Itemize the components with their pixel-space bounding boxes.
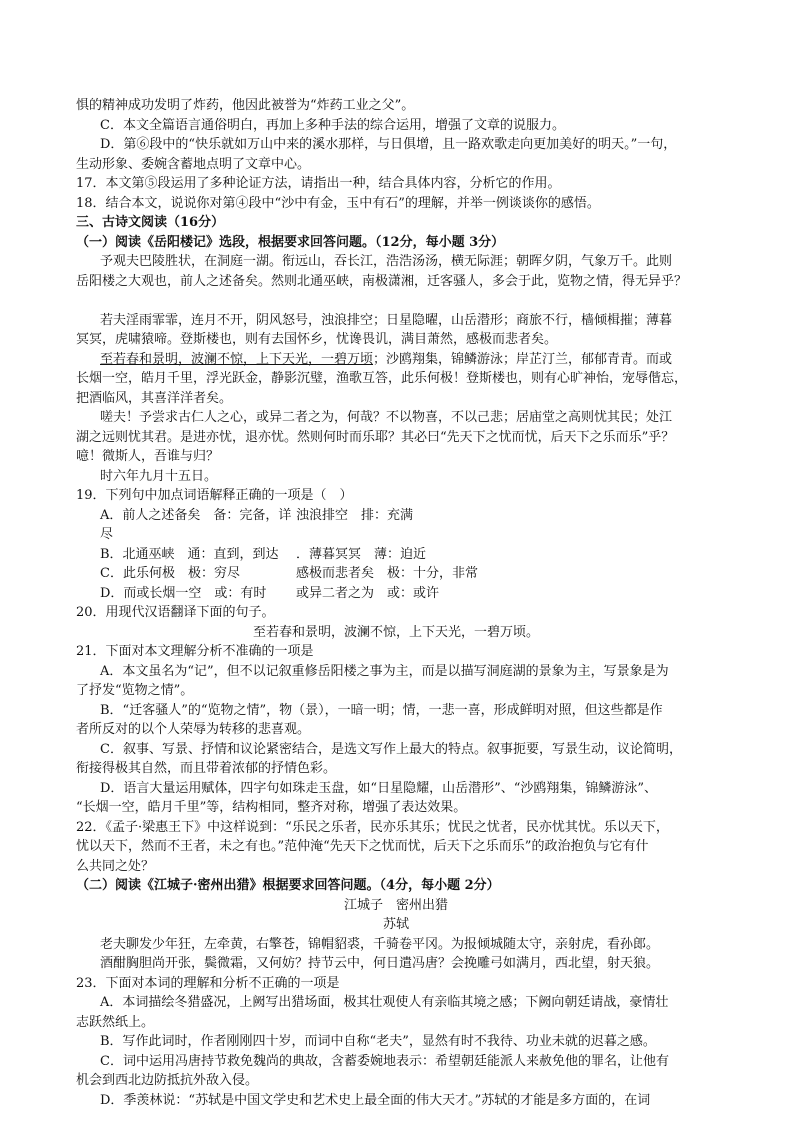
- question-21: 21．下面对本文理解分析不准确的一项是: [76, 644, 314, 659]
- poem-title: 江城子 密州出猎: [343, 897, 448, 913]
- q19-a-right: [436, 506, 716, 545]
- q21-option-a: A．本文虽名为“记”，但不以记叙重修岳阳楼之事为主，而是以描写洞庭湖的景象为主，写景象是为: [100, 663, 669, 679]
- q19-b-left: B．北通巫峡 通：直到，到达: [100, 546, 279, 562]
- passage-p3: [76, 350, 716, 370]
- question-22: 22．《孟子·梁惠王下》中这样说到：“乐民之乐者，民亦乐其乐；忧民之忧者，民亦忧其忧。乐以天下，: [76, 819, 669, 835]
- q21-option-c-cont: 衔接得极其自然，而且带着浓郁的抒情色彩。: [76, 761, 337, 776]
- essay-continuation: 惧的精神成功发明了炸药，他因此被誉为“炸药工业之父”。: [76, 98, 415, 113]
- q23-option-a: A．本词描绘冬猎盛况，上阙写出猎场面，极其壮观使人有亲临其境之感；下阙向朝廷请战，豪情壮: [100, 995, 669, 1010]
- poem-author: 苏轼: [382, 917, 409, 932]
- passage-p1: 予观夫巴陵胜状，在洞庭一湖。衔远山，吞长江，浩浩汤汤，横无际涯；朝晖夕阴，气象万千。此则: [100, 254, 673, 269]
- q19-c-left: C．此乐何极 极：穷尽: [100, 566, 240, 581]
- question-18: 18．结合本文，说说你对第④段中“沙中有金，玉中有石”的理解，并举一例谈谈你的感悟。: [76, 195, 600, 211]
- passage-date: 时六年九月十五日。: [100, 468, 218, 484]
- passage-p3-cont: 长烟一空，皓月千里，浮光跃金，静影沉璧，渔歌互答，此乐何极！登斯楼也，则有心旷神怡，宠辱偕忘，: [76, 371, 688, 386]
- q21-option-d-cont: “长烟一空，皓月千里”等，结构相同，整齐对称，增强了表达效果。: [76, 800, 467, 815]
- q19-option-a: [76, 506, 716, 545]
- poem-stanza-2: 酒酣胸胆尚开张，鬓微霜，又何妨？持节云中，何日遣冯唐？会挽雕弓如满月，西北望，射天狼。: [100, 956, 660, 971]
- passage-p3-end: 把酒临风，其喜洋洋者矣。: [76, 390, 233, 406]
- q19-d-left: D．而或长烟一空 或：有时: [100, 585, 267, 601]
- q19-b-mid: ．薄暮冥冥 薄：迫近: [296, 546, 427, 562]
- q19-d-right: 或异二者之为 或：或许: [296, 585, 440, 601]
- q16-option-d-cont: 生动形象、委婉含蓄地点明了文章中心。: [76, 156, 311, 172]
- passage-p2: 若夫淫雨霏霏，连月不开，阴风怒号，浊浪排空；日星隐曜，山岳潜形；商旅不行，樯倾楫摧；薄暮: [100, 312, 673, 328]
- q21-option-d: D．语言大量运用赋体，四字句如珠走玉盘，如“日星隐耀，山岳潜形”、“沙鸥翔集，锦鳞游泳”、: [100, 780, 658, 796]
- q16-option-d: D．第⑥段中的“快乐就如万山中来的溪水那样，与日俱增，且一路欢歌走向更加美好的明天。”一句，: [100, 137, 677, 152]
- q23-option-d: D．季羡林说：“苏轼是中国文学史和艺术史上最全面的伟大天才。”苏轼的才能是多方面的，在词: [100, 1092, 651, 1108]
- q19-option-b: [76, 545, 716, 565]
- part-one-heading: （一）阅读《岳阳楼记》选段，根据要求回答问题。（12分，每小题 3分）: [76, 234, 505, 250]
- q20-sentence: 至若春和景明，波澜不惊，上下天光，一碧万顷。: [252, 624, 539, 640]
- passage-p4-cont: 湖之远则忧其君。是进亦忧，退亦忧。然则何时而乐耶？其必曰“先天下之忧而忧，后天下之乐而乐”乎？: [76, 429, 675, 445]
- q19-option-c: [76, 564, 716, 584]
- question-17: 17．本文第⑤段运用了多种论证方法，请指出一种，结合具体内容，分析它的作用。: [76, 176, 561, 191]
- passage-p2-cont: 冥冥，虎啸猿啼。登斯楼也，则有去国怀乡，忧谗畏讥，满目萧然，感极而悲者矣。: [76, 332, 558, 347]
- passage-p4: 嗟夫！予尝求古仁人之心，或异二者之为，何哉？不以物喜，不以己悲；居庙堂之高则忧其民；处江: [100, 410, 673, 425]
- q19-a-mid: 浊浪排空 排：充满: [296, 507, 414, 523]
- poem-stanza-1: 老夫聊发少年狂，左牵黄，右擎苍，锦帽貂裘，千骑卷平冈。为报倾城随太守，亲射虎，看孙郎。: [100, 936, 660, 952]
- q16-option-c: C．本文全篇语言通俗明白，再加上多种手法的综合运用，增强了文章的说服力。: [100, 117, 565, 133]
- q23-option-b: B．写作此词时，作者刚刚四十岁，而词中自称“老夫”，显然有时不我待、功业未就的迟暮之感。: [100, 1034, 656, 1049]
- q21-option-b: B．“迁客骚人”的“览物之情”，物（景），一暗一明；情，一悲一喜，形成鲜明对照，但这些都是作: [100, 702, 663, 718]
- passage-p1-cont: 岳阳楼之大观也，前人之述备矣。然则北通巫峡，南极潇湘，迁客骚人，多会于此，览物之情，得无异乎？: [76, 273, 688, 289]
- q21-option-b-cont: 者所反对的以个人荣辱为转移的悲喜观。: [76, 722, 311, 737]
- q23-option-c-cont: 机会到西北边防抵抗外敌入侵。: [76, 1073, 259, 1088]
- blank-line: [76, 291, 716, 311]
- question-19: 19．下列句中加点词语解释正确的一项是（ ）: [76, 488, 353, 503]
- passage-p3-rest: ；沙鸥翔集，锦鳞游泳；岸芷汀兰，郁郁青青。而或: [373, 351, 673, 367]
- q19-a-left: A．前人之述备矣 备：完备，详尽: [100, 507, 292, 542]
- question-22-end: 么共同之处？: [76, 858, 155, 874]
- passage-p4-end: 噫！微斯人，吾谁与归？: [76, 449, 220, 464]
- exam-page: [76, 96, 716, 1110]
- question-20: 20．用现代汉语翻译下面的句子。: [76, 605, 275, 620]
- question-22-cont: 忧以天下，然而不王者，未之有也。”范仲淹“先天下之忧而忧，后天下之乐而乐”的政治抱负与它有什: [76, 839, 649, 854]
- section-heading: 三、古诗文阅读（16分）: [76, 215, 225, 230]
- q19-option-d: [76, 584, 716, 604]
- underlined-sentence: 至若春和景明，波澜不惊，上下天光，一碧万顷: [100, 351, 374, 367]
- q19-c-right: 感极而悲者矣 极：十分，非常: [296, 566, 479, 581]
- question-23: 23．下面对本词的理解和分析不正确的一项是: [76, 975, 340, 991]
- q23-option-c: C．词中运用冯唐持节救免魏尚的典故，含蓄委婉地表示：希望朝廷能派人来赦免他的罪名，让他有: [100, 1053, 669, 1069]
- q21-option-a-cont: 了抒发“览物之情”。: [76, 683, 194, 698]
- q21-option-c: C．叙事、写景、抒情和议论紧密结合，是选文写作上最大的特点。叙事扼要，写景生动，议论简明，: [100, 741, 682, 757]
- q19-b-right: [436, 545, 716, 565]
- part-two-heading: （二）阅读《江城子·密州出猎》根据要求回答问题。（4分，每小题 2分）: [76, 878, 500, 893]
- q23-option-a-cont: 志跃然纸上。: [76, 1014, 155, 1030]
